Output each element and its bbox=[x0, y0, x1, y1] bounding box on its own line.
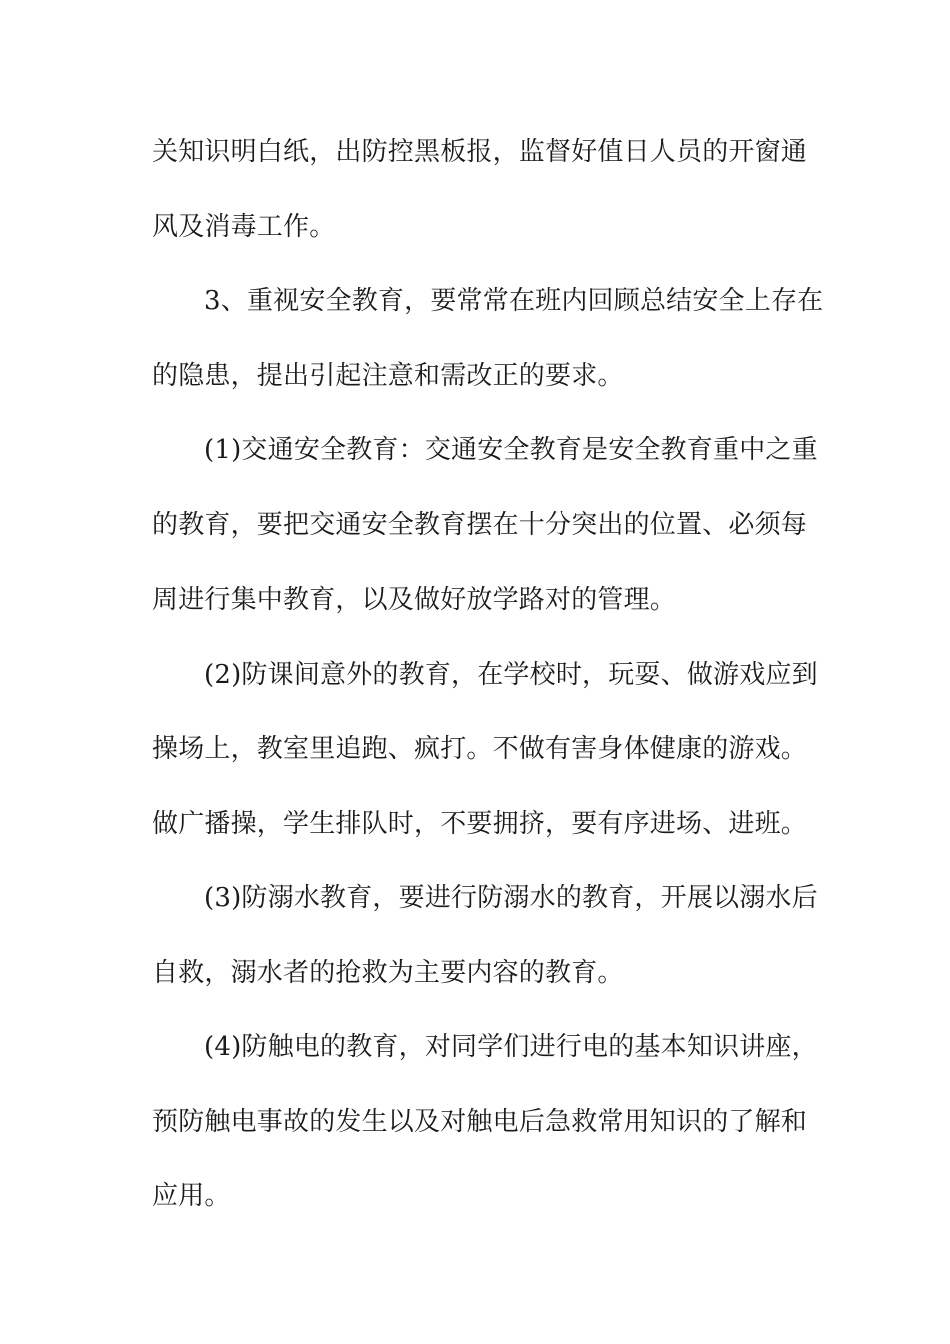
text-line: 操场上，教室里追跑、疯打。不做有害身体健康的游戏。 bbox=[152, 734, 808, 764]
text-line: 应用。 bbox=[152, 1181, 231, 1211]
text-line: 关知识明白纸，出防控黑板报，监督好值日人员的开窗通 bbox=[152, 137, 808, 167]
paragraph-start-line: (3)防溺水教育，要进行防溺水的教育，开展以溺水后 bbox=[204, 883, 818, 913]
paragraph-start-line: 3、重视安全教育，要常常在班内回顾总结安全上存在 bbox=[204, 286, 824, 316]
text-line: 的隐患，提出引起注意和需改正的要求。 bbox=[152, 361, 624, 391]
text-line: 周进行集中教育，以及做好放学路对的管理。 bbox=[152, 585, 677, 615]
paragraph-start-line: (4)防触电的教育，对同学们进行电的基本知识讲座， bbox=[204, 1032, 818, 1062]
text-line: 风及消毒工作。 bbox=[152, 212, 336, 242]
text-line: 做广播操，学生排队时，不要拥挤，要有序进场、进班。 bbox=[152, 809, 808, 839]
text-line: 预防触电事故的发生以及对触电后急救常用知识的了解和 bbox=[152, 1107, 808, 1137]
text-line: 的教育，要把交通安全教育摆在十分突出的位置、必须每 bbox=[152, 510, 808, 540]
paragraph-start-line: (1)交通安全教育：交通安全教育是安全教育重中之重 bbox=[204, 435, 818, 465]
text-line: 自救，溺水者的抢救为主要内容的教育。 bbox=[152, 958, 624, 988]
paragraph-start-line: (2)防课间意外的教育，在学校时，玩耍、做游戏应到 bbox=[204, 660, 818, 690]
